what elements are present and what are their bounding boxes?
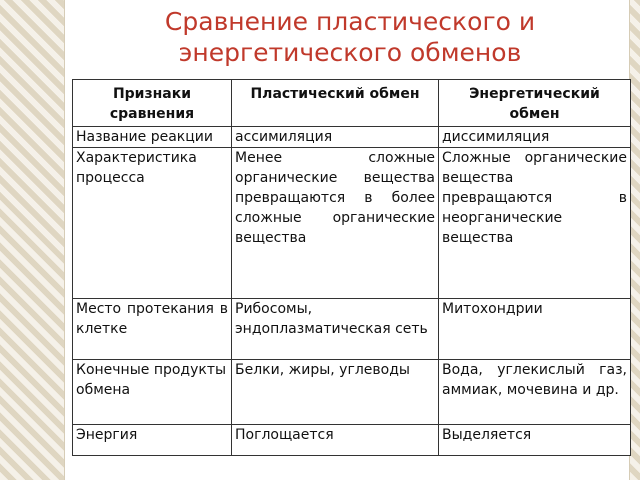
table-cell: Энергия bbox=[73, 425, 232, 456]
header-cell-criteria: Признаки сравнения bbox=[73, 80, 232, 127]
table-header-row bbox=[73, 80, 631, 127]
table-cell: Выделяется bbox=[439, 425, 631, 456]
table-cell: диссимиляция bbox=[439, 127, 631, 148]
table-row bbox=[73, 360, 631, 425]
table-cell: Рибосомы, эндоплазматическая сеть bbox=[232, 299, 439, 360]
table-cell: ассимиляция bbox=[232, 127, 439, 148]
table-cell: Поглощается bbox=[232, 425, 439, 456]
table-cell: Белки, жиры, углеводы bbox=[232, 360, 439, 425]
header-cell-plastic: Пластический обмен bbox=[232, 80, 439, 127]
comparison-table bbox=[72, 79, 631, 456]
table-row bbox=[73, 127, 631, 148]
header-cell-energy: Энергетический обмен bbox=[439, 80, 631, 127]
decorative-stripe-left bbox=[0, 0, 65, 480]
slide-title: Сравнение пластического и энергетического обменов bbox=[164, 7, 536, 67]
table-row bbox=[73, 299, 631, 360]
table-cell: Название реакции bbox=[73, 127, 232, 148]
table-cell: Вода, углекислый газ, аммиак, мочевина и др. bbox=[439, 360, 631, 425]
table-cell: Конечные продукты обмена bbox=[73, 360, 232, 425]
table-cell: Менее сложные органические вещества превращаются в более сложные органические вещества bbox=[232, 148, 439, 299]
table-cell: Сложные органические вещества превращаются в неорганические вещества bbox=[439, 148, 631, 299]
table-row bbox=[73, 148, 631, 299]
table-cell: Митохондрии bbox=[439, 299, 631, 360]
table-cell: Характеристика процесса bbox=[73, 148, 232, 299]
table-row bbox=[73, 425, 631, 456]
table-cell: Место протекания в клетке bbox=[73, 299, 232, 360]
